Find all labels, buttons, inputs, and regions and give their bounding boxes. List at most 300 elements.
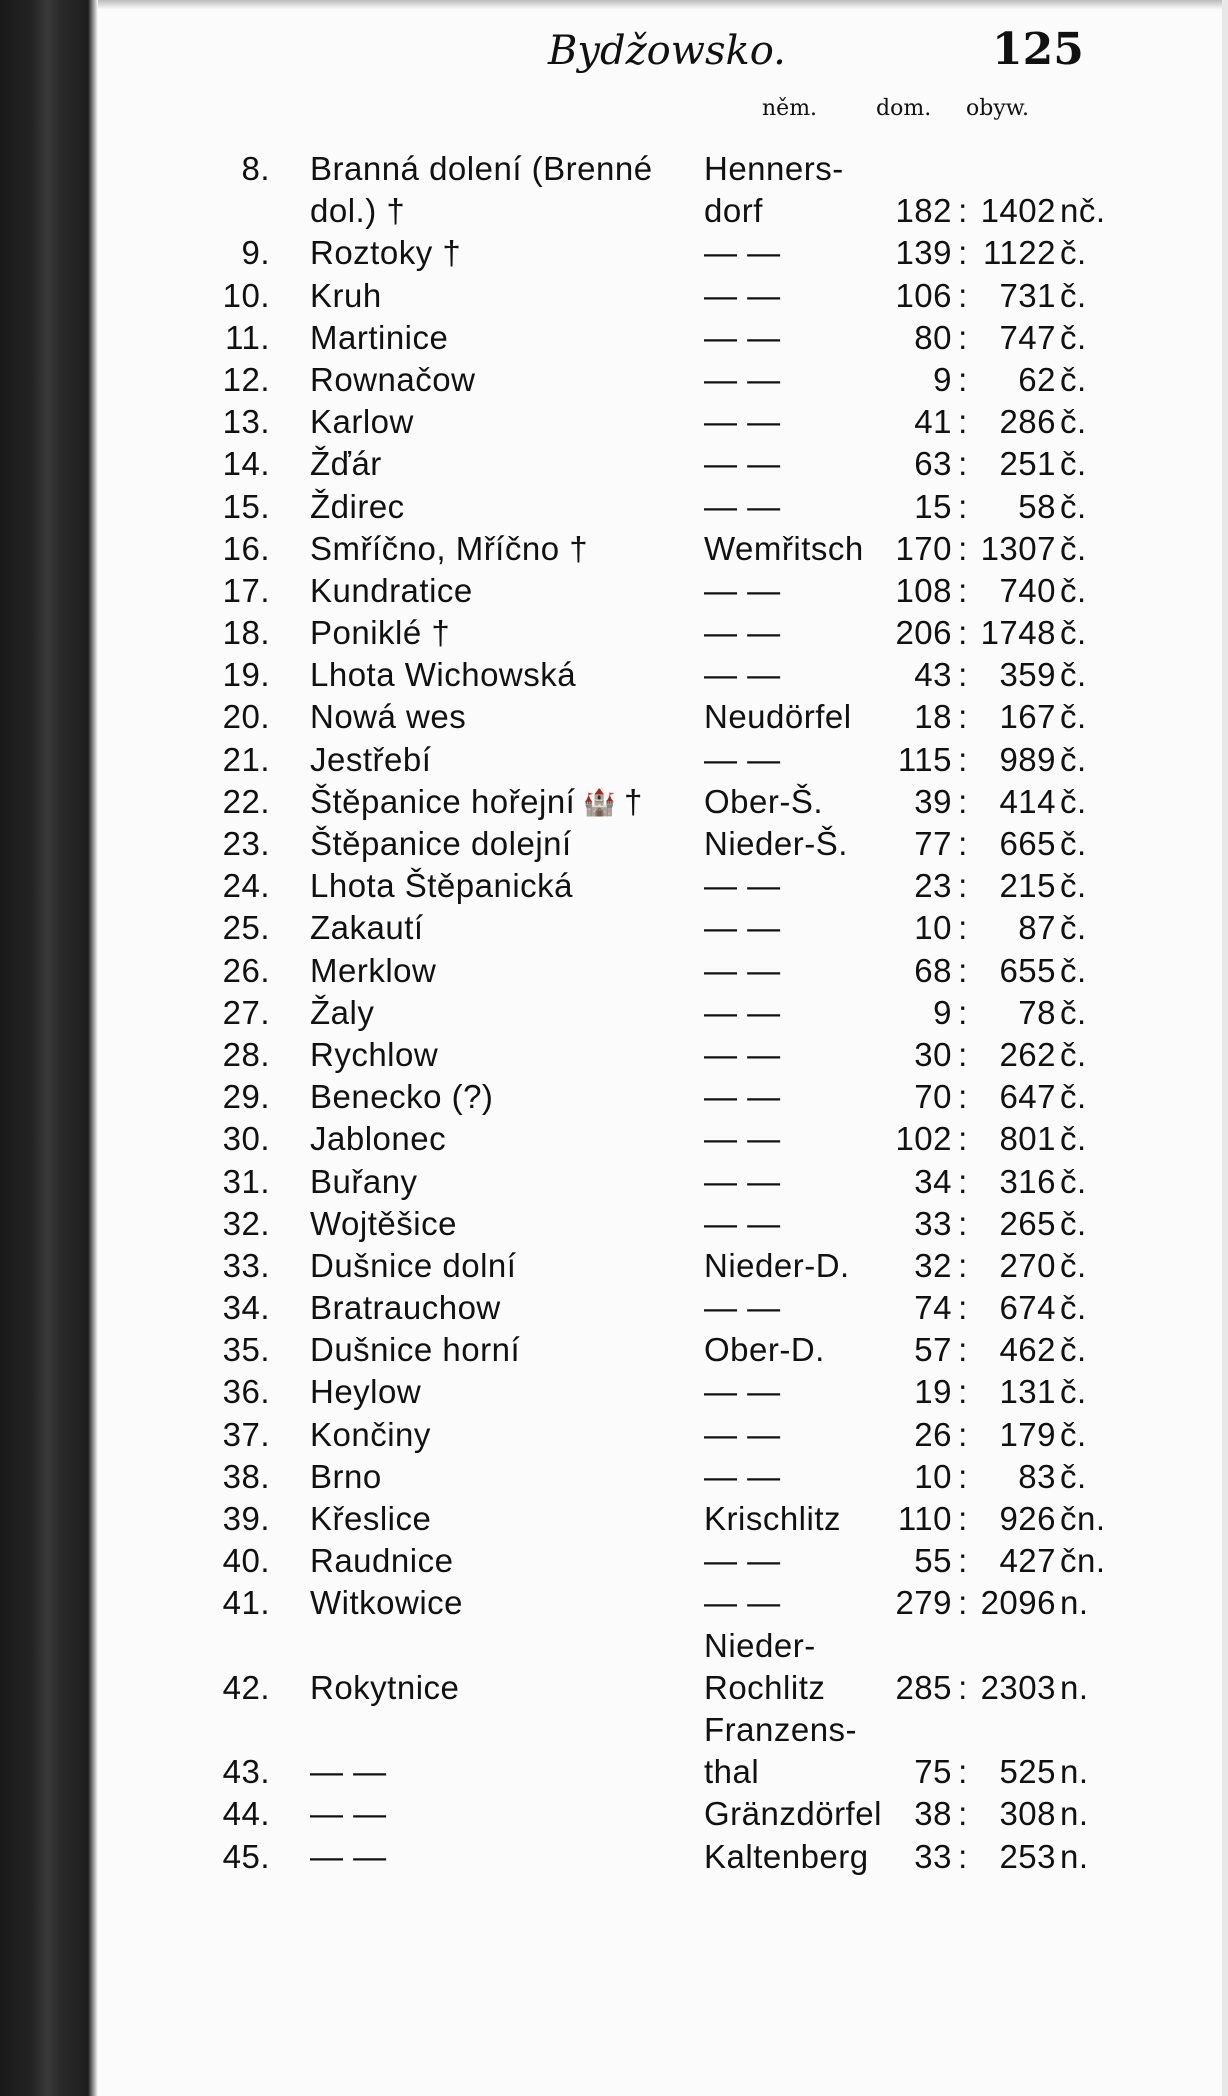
entry-population: 525: [999, 1753, 1056, 1791]
entry-german-name: — —: [704, 403, 781, 441]
entry-german-name: — —: [704, 1289, 781, 1327]
entry-number: 19.: [222, 656, 270, 694]
entry-separator: :: [958, 1120, 968, 1158]
entry-number: 41.: [222, 1584, 270, 1622]
entry-row: [0, 1498, 1228, 1540]
entry-name: — —: [310, 1795, 387, 1833]
entry-population: 731: [999, 276, 1056, 314]
entry-language: n.: [1060, 1753, 1089, 1791]
entry-language: č.: [1060, 1289, 1087, 1327]
entry-population: 462: [999, 1331, 1056, 1369]
entry-name: Dušnice horní: [310, 1331, 521, 1369]
entry-houses: 80: [914, 318, 952, 356]
entry-german-name: — —: [704, 867, 781, 905]
entry-number: 10.: [222, 276, 270, 314]
entry-name: — —: [310, 1753, 387, 1791]
entry-separator: :: [958, 1457, 968, 1495]
entry-houses: 110: [897, 1500, 952, 1537]
entry-german-name: dorf: [704, 192, 763, 230]
entry-separator: :: [958, 1289, 968, 1327]
entry-row: [0, 232, 1228, 274]
entry-separator: :: [958, 487, 968, 525]
entry-language: č.: [1060, 1162, 1087, 1200]
entry-number: 12.: [222, 360, 270, 398]
entry-separator: :: [958, 445, 968, 483]
entry-row: [0, 401, 1228, 443]
entry-number: 27.: [222, 993, 270, 1031]
entry-name: Poniklé †: [310, 614, 451, 652]
entry-row: [0, 359, 1228, 401]
entry-language: n.: [1060, 1584, 1089, 1622]
entry-separator: :: [958, 571, 968, 609]
entry-name: Zakautí: [310, 909, 424, 947]
entries-table: [0, 148, 1228, 1878]
entry-houses: 19: [914, 1373, 952, 1411]
entry-population: 414: [999, 782, 1056, 820]
entry-name: Žďár: [310, 445, 382, 483]
page-top-edge: [98, 0, 1228, 10]
entry-name: Merklow: [310, 951, 437, 989]
entry-name: Jablonec: [310, 1120, 447, 1158]
entry-german-name: — —: [704, 656, 781, 694]
entry-german-name: — —: [704, 1120, 781, 1158]
entry-population: 2303: [980, 1668, 1056, 1706]
entry-separator: :: [958, 951, 968, 989]
entry-separator: :: [958, 867, 968, 905]
entry-german-name: Henners-: [704, 150, 844, 187]
entry-houses: 43: [914, 656, 952, 694]
entry-german-name: — —: [704, 1078, 781, 1116]
entry-number: 18.: [222, 614, 270, 652]
entry-german-name: Wemřitsch: [704, 529, 864, 567]
entry-row: [0, 1793, 1228, 1835]
entry-row: [0, 696, 1228, 738]
entry-german-name: Gränzdörfel: [704, 1795, 882, 1833]
entry-population: 1122: [983, 234, 1056, 272]
entry-population: 253: [999, 1837, 1056, 1875]
entry-houses: 68: [914, 951, 952, 989]
entry-name: — —: [310, 1837, 387, 1875]
entry-language: č.: [1060, 234, 1087, 272]
entry-houses: 115: [897, 740, 952, 778]
entry-german-name: — —: [704, 487, 781, 525]
entry-german-name: — —: [704, 1542, 781, 1580]
entry-population: 674: [999, 1289, 1056, 1327]
entry-name: Smříčno, Mříčno †: [310, 529, 589, 567]
entry-population: 179: [999, 1415, 1056, 1453]
entry-german-name: Krischlitz: [704, 1500, 842, 1537]
entry-separator: :: [958, 360, 968, 398]
entry-row: [0, 865, 1228, 907]
column-header-population: obyw.: [966, 96, 1029, 121]
entry-row: [0, 1751, 1228, 1793]
entry-name: Rownačow: [310, 360, 476, 398]
entry-separator: :: [958, 1415, 968, 1453]
entry-population: 87: [1018, 909, 1056, 947]
entry-language: č.: [1060, 1373, 1087, 1411]
entry-population: 83: [1018, 1457, 1056, 1495]
entry-name: Dušnice dolní: [310, 1246, 517, 1284]
entry-row: [0, 317, 1228, 359]
entry-population: 131: [999, 1373, 1056, 1411]
entry-number: 43.: [222, 1753, 270, 1791]
entry-name: Ždirec: [310, 487, 405, 525]
entry-houses: 55: [914, 1542, 952, 1580]
entry-name: Žaly: [310, 993, 375, 1031]
entry-separator: :: [958, 318, 968, 356]
entry-population: 265: [999, 1204, 1056, 1242]
entry-language: č.: [1060, 1415, 1087, 1453]
entry-name: Witkowice: [310, 1584, 464, 1622]
entry-number: 37.: [222, 1415, 270, 1453]
entry-houses: 26: [914, 1415, 952, 1453]
entry-separator: :: [958, 1246, 968, 1284]
entry-row: [0, 739, 1228, 781]
entry-row: [0, 443, 1228, 485]
entry-row: [0, 1287, 1228, 1329]
entry-language: č.: [1060, 1331, 1087, 1369]
entry-separator: :: [958, 1753, 968, 1791]
entry-separator: :: [958, 825, 968, 862]
entry-population: 1307: [980, 529, 1056, 567]
entry-houses: 9: [933, 360, 952, 398]
entry-row: [0, 907, 1228, 949]
entry-language: č.: [1060, 276, 1087, 314]
entry-separator: :: [958, 1078, 968, 1116]
entry-german-name: — —: [704, 1415, 781, 1453]
entry-language: č.: [1060, 529, 1087, 567]
entry-houses: 77: [914, 825, 952, 862]
entry-separator: :: [958, 1837, 968, 1875]
entry-number: 24.: [222, 867, 270, 905]
entry-population: 251: [999, 445, 1056, 483]
entry-german-name: — —: [704, 993, 781, 1031]
entry-separator: :: [958, 698, 968, 736]
entry-number: 14.: [222, 445, 270, 483]
entry-population: 359: [999, 656, 1056, 694]
entry-german-name: — —: [704, 571, 781, 609]
entry-german-name: Kaltenberg: [704, 1837, 869, 1875]
entry-number: 25.: [222, 909, 270, 947]
entry-row: [0, 1836, 1228, 1878]
entry-language: č.: [1060, 318, 1087, 356]
entry-language: č.: [1060, 360, 1087, 398]
running-header-title: Bydžowsko.: [548, 28, 786, 74]
entry-row: [0, 1203, 1228, 1245]
entry-separator: :: [958, 614, 968, 652]
entry-separator: :: [958, 1500, 968, 1537]
entry-german-name: Ober-D.: [704, 1331, 825, 1369]
cross-icon: †: [624, 782, 643, 820]
entry-german-name: — —: [704, 360, 781, 398]
entry-houses: 108: [895, 571, 952, 609]
entry-number: 29.: [222, 1078, 270, 1116]
entry-separator: :: [958, 909, 968, 947]
entry-row: [0, 781, 1228, 823]
entry-row: [0, 1540, 1228, 1582]
entry-language: č.: [1060, 740, 1087, 778]
entry-population: 78: [1018, 993, 1056, 1031]
page-number: 125: [992, 24, 1084, 75]
entry-name: Roztoky †: [310, 234, 462, 272]
entry-row: [0, 1371, 1228, 1413]
entry-population: 655: [999, 951, 1056, 989]
entry-german-name: Rochlitz: [704, 1668, 826, 1706]
entry-name: Benecko (?): [310, 1078, 494, 1116]
entry-name: Buřany: [310, 1162, 418, 1200]
entry-row: [0, 1118, 1228, 1160]
entry-name: Končiny: [310, 1415, 431, 1453]
entry-row: [0, 950, 1228, 992]
entry-houses: 33: [914, 1837, 952, 1875]
entry-population: 427: [999, 1542, 1056, 1580]
entry-separator: :: [958, 403, 968, 441]
entry-number: 38.: [222, 1457, 270, 1495]
entry-german-name: Neudörfel: [704, 698, 852, 736]
entry-german-name: — —: [704, 318, 781, 356]
entry-german-name: thal: [704, 1753, 760, 1791]
entry-language: č.: [1060, 614, 1087, 652]
entry-population: 740: [999, 571, 1056, 609]
entry-row: [0, 1245, 1228, 1287]
entry-language: č.: [1060, 1035, 1087, 1073]
entry-german-name: — —: [704, 951, 781, 989]
entry-number: 39.: [222, 1500, 270, 1537]
entry-houses: 33: [914, 1204, 952, 1242]
entry-row: [0, 1456, 1228, 1498]
entry-number: 21.: [222, 740, 270, 778]
entry-houses: 74: [914, 1289, 952, 1327]
entry-name: Wojtěšice: [310, 1204, 457, 1242]
entry-language: č.: [1060, 445, 1087, 483]
entry-population: 62: [1018, 360, 1056, 398]
entry-row: [0, 1709, 1228, 1751]
entry-number: 23.: [222, 825, 270, 862]
entry-row: [0, 570, 1228, 612]
entry-number: 17.: [222, 571, 270, 609]
entry-language: n.: [1060, 1668, 1089, 1706]
entry-number: 9.: [241, 234, 270, 272]
entry-separator: :: [958, 782, 968, 820]
entry-language: čn.: [1060, 1500, 1106, 1537]
entry-row: [0, 486, 1228, 528]
entry-houses: 15: [914, 487, 952, 525]
entry-name: Raudnice: [310, 1542, 454, 1580]
entry-row: [0, 823, 1228, 865]
entry-houses: 75: [914, 1753, 952, 1791]
entry-separator: :: [958, 656, 968, 694]
entry-number: 30.: [222, 1120, 270, 1158]
entry-german-name: — —: [704, 1035, 781, 1073]
entry-german-name: — —: [704, 740, 781, 778]
entry-number: 22.: [222, 782, 270, 820]
entry-houses: 170: [895, 529, 952, 567]
entry-german-name: — —: [704, 1584, 781, 1622]
entry-language: č.: [1060, 951, 1087, 989]
entry-houses: 279: [895, 1584, 952, 1622]
entry-language: č.: [1060, 571, 1087, 609]
entry-houses: 9: [933, 993, 952, 1031]
entry-number: 8.: [241, 150, 270, 187]
entry-german-name: — —: [704, 1162, 781, 1200]
entry-name: Lhota Štěpanická: [310, 867, 574, 905]
entry-houses: 182: [895, 192, 952, 230]
entry-german-name: — —: [704, 614, 781, 652]
entry-separator: :: [958, 740, 968, 778]
entry-number: 44.: [222, 1795, 270, 1833]
entry-number: 35.: [222, 1331, 270, 1369]
entry-number: 13.: [222, 403, 270, 441]
entry-separator: :: [958, 1331, 968, 1369]
entry-row: [0, 612, 1228, 654]
entry-name: Karlow: [310, 403, 414, 441]
entry-language: č.: [1060, 1078, 1087, 1116]
entry-number: 34.: [222, 1289, 270, 1327]
entry-name: Rokytnice: [310, 1668, 460, 1706]
entry-name: Bratrauchow: [310, 1289, 501, 1327]
column-header-german: něm.: [762, 96, 818, 121]
entry-population: 215: [999, 867, 1056, 905]
entry-row: [0, 1667, 1228, 1709]
entry-separator: :: [958, 1542, 968, 1580]
entry-language: č.: [1060, 782, 1087, 820]
entry-houses: 285: [895, 1668, 952, 1706]
entry-row: [0, 1076, 1228, 1118]
entry-language: č.: [1060, 403, 1087, 441]
entry-name: Kundratice: [310, 571, 473, 609]
entry-name: Rychlow: [310, 1035, 439, 1073]
entry-houses: 70: [914, 1078, 952, 1116]
entry-population: 801: [999, 1120, 1056, 1158]
entry-houses: 38: [914, 1795, 952, 1833]
entry-language: čn.: [1060, 1542, 1106, 1580]
entry-language: č.: [1060, 909, 1087, 947]
entry-houses: 41: [914, 403, 952, 441]
entry-separator: :: [958, 1204, 968, 1242]
entry-number: 28.: [222, 1035, 270, 1073]
entry-houses: 34: [914, 1162, 952, 1200]
entry-name: Štěpanice dolejní: [310, 825, 572, 862]
entry-name: Štěpanice hořejní: [310, 782, 576, 820]
entry-houses: 10: [914, 1457, 952, 1495]
entry-number: 42.: [222, 1668, 270, 1706]
entry-population: 1402: [980, 192, 1056, 230]
entry-houses: 139: [895, 234, 952, 272]
entry-german-name: — —: [704, 1373, 781, 1411]
entry-row: [0, 275, 1228, 317]
entry-separator: :: [958, 234, 968, 272]
entry-separator: :: [958, 1584, 968, 1622]
entry-row: [0, 1625, 1228, 1667]
entry-number: 36.: [222, 1373, 270, 1411]
entry-language: č.: [1060, 656, 1087, 694]
entry-population: 286: [999, 403, 1056, 441]
entry-separator: :: [958, 1373, 968, 1411]
entry-population: 58: [1018, 487, 1056, 525]
entry-row: [0, 528, 1228, 570]
entry-population: 270: [999, 1246, 1056, 1284]
entry-name: Nowá wes: [310, 698, 467, 736]
entry-number: 15.: [222, 487, 270, 525]
entry-language: č.: [1060, 993, 1087, 1031]
entry-number: 20.: [222, 698, 270, 736]
entry-separator: :: [958, 1035, 968, 1073]
entry-population: 747: [999, 318, 1056, 356]
entry-language: č.: [1060, 1120, 1087, 1158]
entry-separator: :: [958, 192, 968, 230]
entry-german-name: Nieder-Š.: [704, 825, 848, 862]
entry-houses: 63: [914, 445, 952, 483]
entry-language: č.: [1060, 867, 1087, 905]
entry-name: dol.) †: [310, 192, 406, 230]
entry-row: [0, 1161, 1228, 1203]
entry-houses: 106: [895, 276, 952, 314]
entry-number: 45.: [222, 1837, 270, 1875]
entry-name: Branná dolení (Brenné: [310, 150, 653, 187]
entry-german-name: Ober-Š.: [704, 782, 824, 820]
entry-language: č.: [1060, 698, 1087, 736]
entry-german-name: — —: [704, 1204, 781, 1242]
entry-row: [0, 1582, 1228, 1624]
entry-number: 32.: [222, 1204, 270, 1242]
entry-houses: 102: [895, 1120, 952, 1158]
entry-german-name: Nieder-D.: [704, 1246, 850, 1284]
entry-row: [0, 1329, 1228, 1371]
entry-name: Brno: [310, 1457, 382, 1495]
entry-houses: 39: [914, 782, 952, 820]
entry-row: [0, 992, 1228, 1034]
entry-language: č.: [1060, 487, 1087, 525]
entry-houses: 206: [895, 614, 952, 652]
entry-language: č.: [1060, 825, 1087, 862]
entry-houses: 23: [914, 867, 952, 905]
entry-separator: :: [958, 276, 968, 314]
column-header-houses: dom.: [876, 96, 932, 121]
entry-name: Jestřebí: [310, 740, 432, 778]
entry-population: 308: [999, 1795, 1056, 1833]
entry-number: 33.: [222, 1246, 270, 1284]
entry-name: Kruh: [310, 276, 382, 314]
entry-language: č.: [1060, 1204, 1087, 1242]
entry-number: 16.: [222, 529, 270, 567]
entry-houses: 18: [914, 698, 952, 736]
castle-icon: 🏰: [583, 786, 616, 817]
entry-houses: 32: [914, 1246, 952, 1284]
entry-row: [0, 1034, 1228, 1076]
entry-separator: :: [958, 993, 968, 1031]
entry-population: 316: [999, 1162, 1056, 1200]
entry-row: [0, 654, 1228, 696]
entry-german-name: Nieder-: [704, 1626, 816, 1664]
entry-german-name: — —: [704, 445, 781, 483]
entry-population: 926: [999, 1500, 1056, 1537]
entry-row: [0, 1414, 1228, 1456]
entry-language: č.: [1060, 1246, 1087, 1284]
entry-language: č.: [1060, 1457, 1087, 1495]
entry-population: 647: [999, 1078, 1056, 1116]
entry-row: [0, 148, 1228, 190]
entry-separator: :: [958, 1795, 968, 1833]
entry-houses: 30: [914, 1035, 952, 1073]
entry-number: 26.: [222, 951, 270, 989]
entry-number: 40.: [222, 1542, 270, 1580]
entry-name: Martinice: [310, 318, 449, 356]
entry-name: Heylow: [310, 1373, 422, 1411]
entry-language: n.: [1060, 1795, 1089, 1833]
entry-name: Křeslice: [310, 1500, 432, 1537]
entry-name: Lhota Wichowská: [310, 656, 577, 694]
entry-houses: 10: [914, 909, 952, 947]
